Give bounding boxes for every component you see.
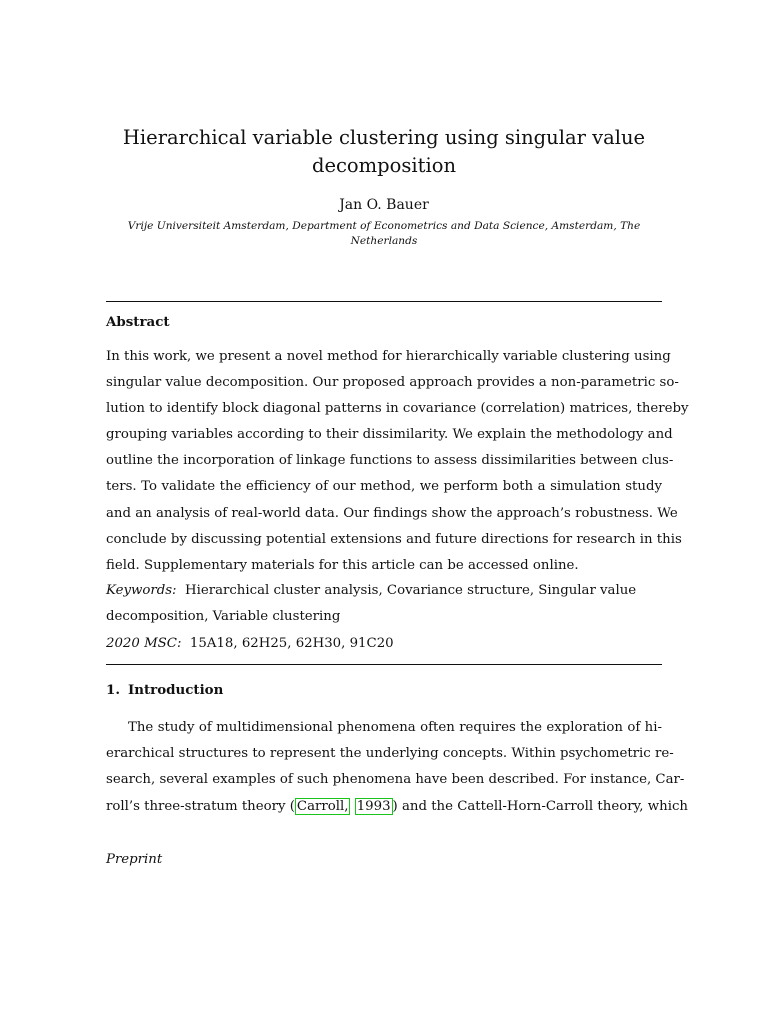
intro-line: erarchical structures to represent the underlying concepts. Within psychometric re- [106,746,674,762]
section-title: Introduction [127,682,224,698]
author-name: Jan O. Bauer [339,197,429,213]
introduction-text [106,715,688,820]
keywords [106,578,662,604]
intro-line-text: The study of multidimensional phenomena often requires the exploration of hi- [128,720,662,735]
abstract-line: and an analysis of real-world data. Our findings show the approach’s robustness. We [106,505,678,521]
abstract-line: field. Supplementary materials for this article can be accessed online. [106,557,579,573]
abstract-line: ters. To validate the efficiency of our method, we perform both a simulation study [106,479,662,495]
section-heading-introduction [106,680,223,700]
intro-line [106,794,688,820]
keywords-label: Keywords: [106,583,177,598]
msc-label: 2020 MSC: [106,636,182,651]
abstract-line: conclude by discussing potential extensions and future directions for research in this [106,531,682,547]
title-line-1: Hierarchical variable clustering using singular value [122,126,646,149]
author-affiliation [110,219,658,249]
citation-year-link[interactable]: 1993 [356,798,391,814]
paper-title [84,124,684,180]
abstract-bottom-rule [106,664,662,665]
affiliation-line-1: Vrije Universiteit Amsterdam, Department of Econometrics and Data Science, Amsterdam, The [127,220,641,232]
keywords-continued [106,604,662,630]
preprint-footer: Preprint [106,852,163,867]
abstract-heading: Abstract [106,314,170,330]
section-number: 1. [106,682,120,698]
msc-codes [106,631,662,657]
abstract-line: singular value decomposition. Our proposed approach provides a non-parametric so- [106,375,679,391]
abstract-text [106,344,689,579]
abstract-top-rule [106,301,662,302]
abstract-line: grouping variables according to their dissimilarity. We explain the methodology and [106,427,673,443]
title-line-2: decomposition [311,154,456,177]
keywords-line-1: Hierarchical cluster analysis, Covariance structure, Singular value [185,583,637,598]
abstract-line: lution to identify block diagonal patterns in covariance (correlation) matrices, thereby [106,401,689,417]
citation-author-link[interactable]: Carroll, [296,798,349,814]
intro-text-after-cite: ) and the Cattell-Horn-Carroll theory, which [392,798,688,814]
abstract-line: In this work, we present a novel method for hierarchically variable clustering using [106,349,671,364]
abstract-line: outline the incorporation of linkage functions to assess dissimilarities between clus- [106,453,674,469]
intro-text-before-cite: roll’s three-stratum theory ( [106,798,295,814]
affiliation-line-2: Netherlands [350,235,418,247]
keywords-line-2: decomposition, Variable clustering [106,609,341,624]
intro-line [106,715,662,741]
msc-value: 15A18, 62H25, 62H30, 91C20 [189,636,394,651]
intro-line: search, several examples of such phenomena have been described. For instance, Car- [106,772,685,788]
